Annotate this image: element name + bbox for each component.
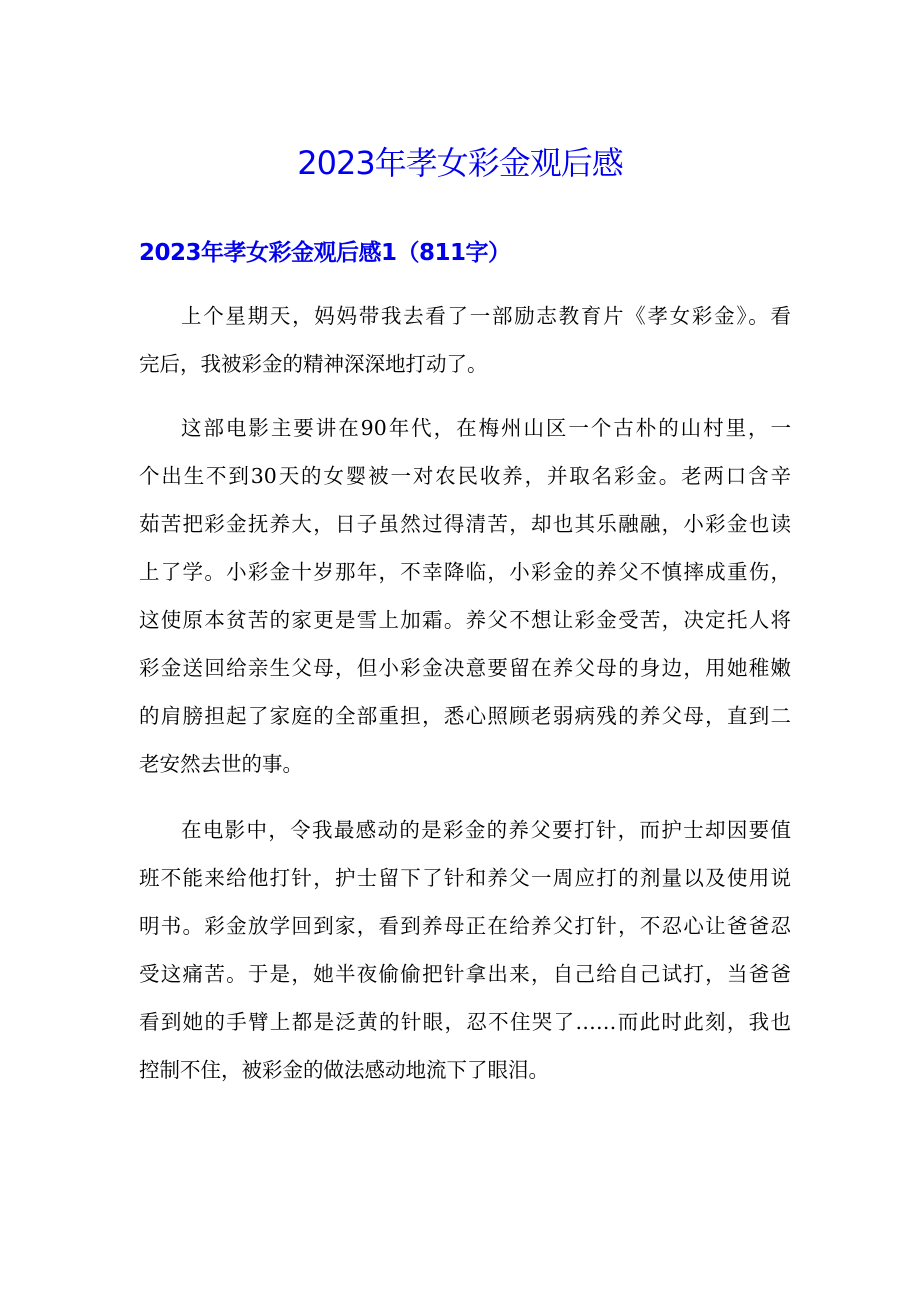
document-title: 2023年孝女彩金观后感 [297, 144, 623, 182]
paragraph-line: 在电影中，令我最感动的是彩金的养父要打针，而护士却因要值 [181, 818, 791, 842]
paragraph-line: 个出生不到30天的女婴被一对农民收养，并取名彩金。老两口含辛 [139, 464, 791, 488]
paragraph-line: 受这痛苦。于是，她半夜偷偷把针拿出来，自己给自己试打，当爸爸 [139, 962, 791, 986]
paragraph [139, 292, 791, 388]
paragraph-line: 上个星期天，妈妈带我去看了一部励志教育片《孝女彩金》。看 [181, 304, 791, 328]
paragraph [139, 806, 791, 1094]
paragraph-line: 茹苦把彩金抚养大，日子虽然过得清苦，却也其乐融融，小彩金也读 [139, 512, 791, 536]
paragraph-line: 明书。彩金放学回到家，看到养母正在给养父打针，不忍心让爸爸忍 [139, 914, 791, 938]
paragraph-line: 上了学。小彩金十岁那年，不幸降临，小彩金的养父不慎摔成重伤， [139, 560, 791, 584]
paragraph-line: 完后，我被彩金的精神深深地打动了。 [139, 352, 488, 376]
paragraph [139, 404, 791, 788]
paragraph-line: 的肩膀担起了家庭的全部重担，悉心照顾老弱病残的养父母，直到二 [139, 704, 791, 728]
paragraph-line: 班不能来给他打针，护士留下了针和养父一周应打的剂量以及使用说 [139, 866, 791, 890]
paragraph-line: 这部电影主要讲在90年代，在梅州山区一个古朴的山村里，一 [181, 416, 791, 440]
paragraph-line: 老安然去世的事。 [139, 752, 303, 776]
paragraph-line: 控制不住，被彩金的做法感动地流下了眼泪。 [139, 1058, 549, 1082]
paragraph-line: 彩金送回给亲生父母，但小彩金决意要留在养父母的身边，用她稚嫩 [139, 656, 791, 680]
paragraph-line: 看到她的手臂上都是泛黄的针眼，忍不住哭了……而此时此刻，我也 [139, 1010, 791, 1034]
section-heading: 2023年孝女彩金观后感1（811字） [139, 240, 511, 266]
paragraph-line: 这使原本贫苦的家更是雪上加霜。养父不想让彩金受苦，决定托人将 [139, 608, 791, 632]
